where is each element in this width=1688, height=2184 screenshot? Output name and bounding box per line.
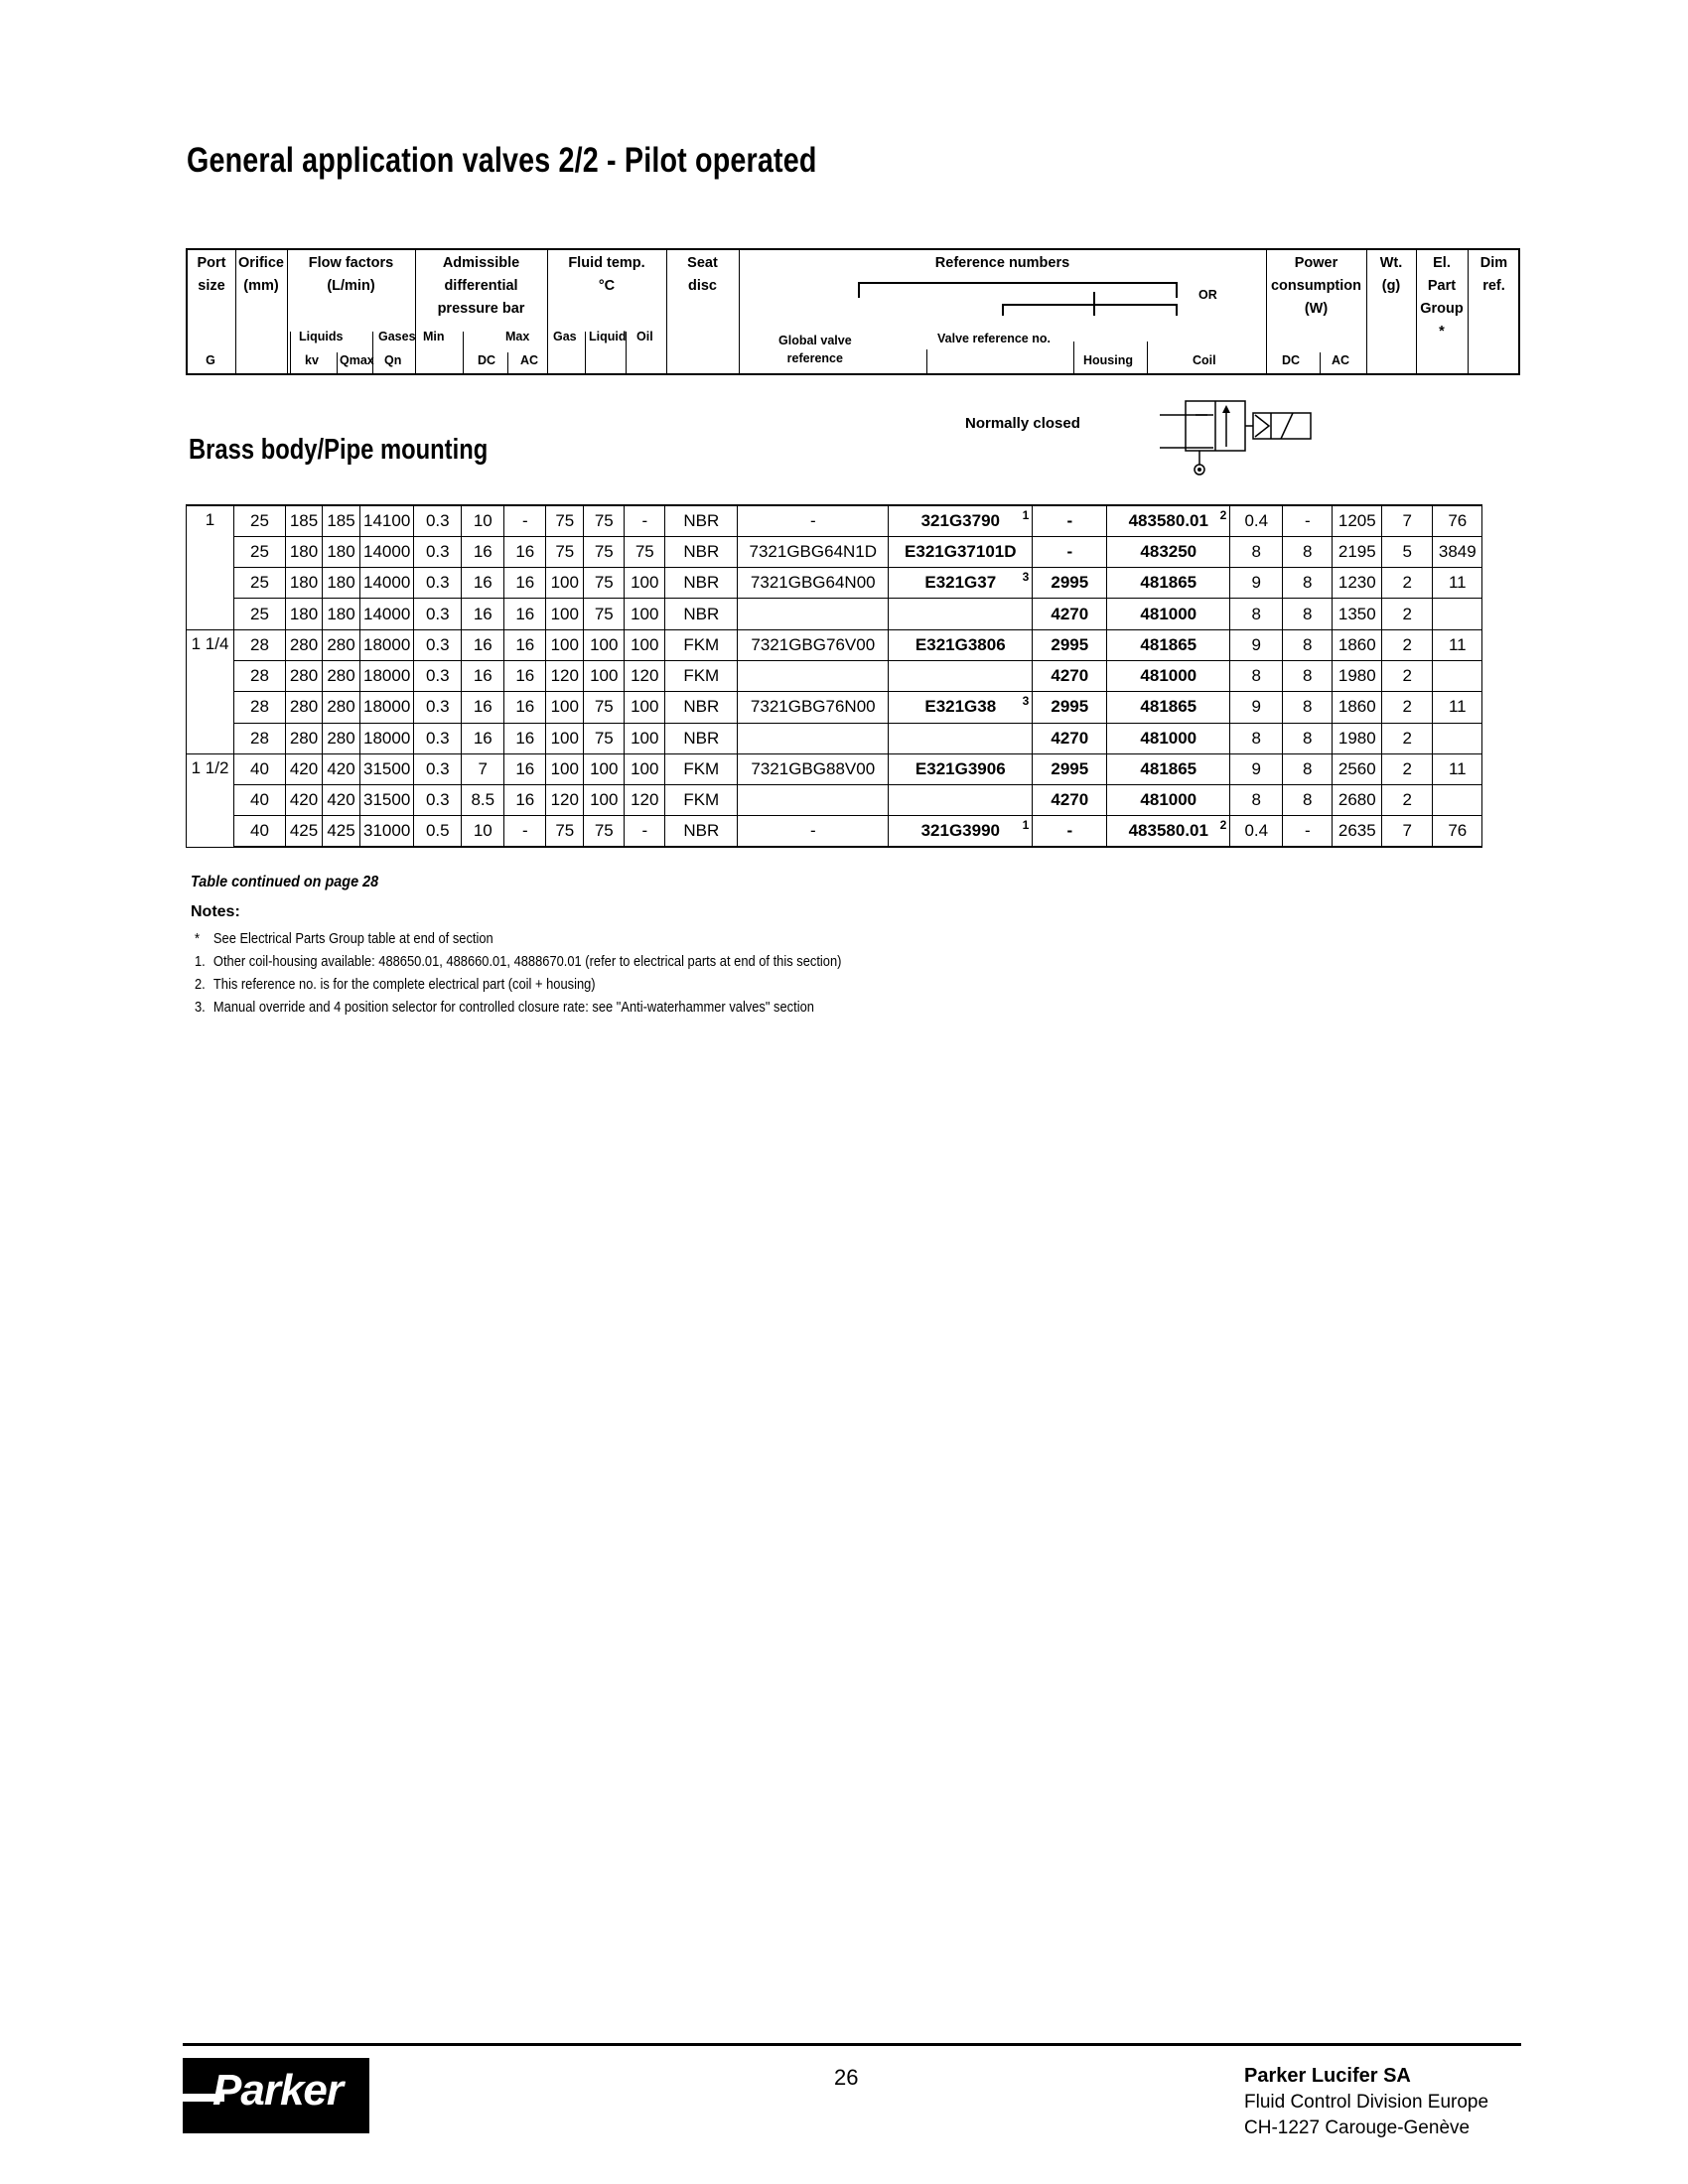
header-seat-disc: Seat disc — [687, 255, 718, 294]
cell-dim: 76 — [1433, 816, 1482, 847]
cell-seat: FKM — [665, 753, 738, 784]
company-division: Fluid Control Division Europe — [1244, 2092, 1489, 2113]
cell-orifice: 25 — [234, 568, 286, 599]
cell-min: 0.3 — [414, 785, 462, 816]
header-oil: Oil — [636, 330, 653, 343]
cell-oil: - — [625, 505, 665, 536]
cell-gas: 120 — [546, 660, 584, 691]
cell-wt: 1860 — [1333, 629, 1382, 660]
cell-seat: NBR — [665, 816, 738, 847]
cell-seat: NBR — [665, 723, 738, 753]
cell-valve: E321G3806 — [889, 629, 1033, 660]
cell-kv: 180 — [286, 568, 323, 599]
cell-liquid: 75 — [584, 599, 625, 629]
cell-valve: 321G3990 1 — [889, 816, 1033, 847]
cell-dc: 16 — [462, 536, 504, 567]
cell-pac: 8 — [1283, 785, 1333, 816]
cell-housing: - — [1033, 536, 1107, 567]
cell-qmax: 420 — [323, 753, 360, 784]
cell-liquid: 75 — [584, 568, 625, 599]
cell-port-size: 1 1/2 — [187, 753, 234, 847]
cell-kv: 280 — [286, 723, 323, 753]
header-gases: Gases — [378, 330, 416, 343]
cell-gas: 100 — [546, 753, 584, 784]
page-number: 26 — [834, 2065, 859, 2090]
section-title: Brass body/Pipe mounting — [189, 434, 489, 466]
cell-dc: 16 — [462, 629, 504, 660]
cell-gas: 100 — [546, 568, 584, 599]
header-g: G — [206, 353, 215, 367]
cell-valve — [889, 785, 1033, 816]
cell-oil: - — [625, 816, 665, 847]
cell-gas: 100 — [546, 599, 584, 629]
table-row — [187, 599, 1482, 629]
cell-valve: 321G3790 1 — [889, 505, 1033, 536]
cell-global: 7321GBG76N00 — [738, 692, 889, 723]
cell-pdc: 9 — [1230, 753, 1283, 784]
cell-housing: - — [1033, 816, 1107, 847]
cell-el: 2 — [1382, 785, 1433, 816]
header-min: Min — [423, 330, 445, 343]
cell-min: 0.3 — [414, 505, 462, 536]
cell-oil: 100 — [625, 753, 665, 784]
cell-pac: 8 — [1283, 660, 1333, 691]
cell-coil: 481865 — [1107, 629, 1230, 660]
cell-kv: 425 — [286, 816, 323, 847]
header-dim-ref: Dim ref. — [1479, 255, 1508, 294]
table-row — [187, 660, 1482, 691]
cell-qmax: 420 — [323, 785, 360, 816]
header-or: OR — [1198, 288, 1217, 302]
cell-pdc: 9 — [1230, 692, 1283, 723]
cell-dc: 10 — [462, 505, 504, 536]
notes-title: Notes: — [191, 903, 240, 920]
header-housing: Housing — [1083, 353, 1133, 367]
cell-qn: 31500 — [360, 753, 414, 784]
cell-orifice: 40 — [234, 785, 286, 816]
cell-liquid: 100 — [584, 629, 625, 660]
cell-global — [738, 785, 889, 816]
cell-kv: 185 — [286, 505, 323, 536]
cell-wt: 2680 — [1333, 785, 1382, 816]
cell-dim: 11 — [1433, 692, 1482, 723]
cell-min: 0.3 — [414, 723, 462, 753]
cell-coil: 481865 — [1107, 753, 1230, 784]
cell-global: 7321GBG64N00 — [738, 568, 889, 599]
header-ac: AC — [520, 353, 539, 367]
cell-valve: E321G38 3 — [889, 692, 1033, 723]
cell-orifice: 28 — [234, 723, 286, 753]
cell-seat: FKM — [665, 660, 738, 691]
footnote-marker: 2 — [1219, 818, 1227, 833]
table-row — [187, 785, 1482, 816]
cell-seat: NBR — [665, 692, 738, 723]
cell-housing: 2995 — [1033, 629, 1107, 660]
table-row — [187, 568, 1482, 599]
header-weight: Wt. (g) — [1379, 255, 1403, 294]
cell-pdc: 8 — [1230, 723, 1283, 753]
header-qmax: Qmax — [340, 353, 374, 367]
cell-el: 2 — [1382, 753, 1433, 784]
cell-valve: E321G37101D — [889, 536, 1033, 567]
cell-oil: 100 — [625, 723, 665, 753]
cell-liquid: 75 — [584, 692, 625, 723]
header-power: Power consumption (W) — [1270, 255, 1362, 317]
table-continued-note: Table continued on page 28 — [191, 874, 379, 890]
cell-oil: 100 — [625, 629, 665, 660]
header-kv: kv — [305, 353, 319, 367]
table-row — [187, 505, 1482, 536]
cell-wt: 1205 — [1333, 505, 1382, 536]
cell-pac: 8 — [1283, 753, 1333, 784]
cell-valve — [889, 660, 1033, 691]
cell-el: 2 — [1382, 723, 1433, 753]
cell-dim: 11 — [1433, 753, 1482, 784]
cell-ac: 16 — [504, 660, 546, 691]
cell-min: 0.3 — [414, 753, 462, 784]
cell-ac: - — [504, 505, 546, 536]
cell-dc: 16 — [462, 692, 504, 723]
cell-valve: E321G3906 — [889, 753, 1033, 784]
note-item: 1. Other coil-housing available: 488650.01, 488660.01, 4888670.01 (refer to electrical parts at end of this section) — [195, 953, 842, 970]
cell-orifice: 28 — [234, 692, 286, 723]
cell-qmax: 180 — [323, 568, 360, 599]
cell-ac: 16 — [504, 568, 546, 599]
cell-gas: 75 — [546, 505, 584, 536]
symbol-label: Normally closed — [965, 415, 1080, 432]
cell-wt: 1980 — [1333, 660, 1382, 691]
data-table — [186, 504, 1482, 848]
cell-dim — [1433, 660, 1482, 691]
cell-orifice: 28 — [234, 629, 286, 660]
header-power-dc: DC — [1282, 353, 1301, 367]
cell-el: 2 — [1382, 692, 1433, 723]
cell-oil: 100 — [625, 599, 665, 629]
cell-qmax: 280 — [323, 723, 360, 753]
footnote-marker: 3 — [1022, 570, 1030, 585]
cell-housing: 2995 — [1033, 568, 1107, 599]
cell-housing: 2995 — [1033, 692, 1107, 723]
cell-wt: 1230 — [1333, 568, 1382, 599]
cell-pac: 8 — [1283, 599, 1333, 629]
cell-qmax: 180 — [323, 599, 360, 629]
cell-wt: 2560 — [1333, 753, 1382, 784]
table-row — [187, 629, 1482, 660]
cell-dc: 8.5 — [462, 785, 504, 816]
cell-el: 2 — [1382, 599, 1433, 629]
cell-pac: 8 — [1283, 629, 1333, 660]
cell-kv: 280 — [286, 692, 323, 723]
cell-min: 0.3 — [414, 568, 462, 599]
cell-kv: 420 — [286, 753, 323, 784]
cell-housing: 2995 — [1033, 753, 1107, 784]
cell-pdc: 0.4 — [1230, 505, 1283, 536]
note-item: 3. Manual override and 4 position selector for controlled closure rate: see "Anti-waterhammer valves" section — [195, 999, 814, 1016]
cell-kv: 280 — [286, 629, 323, 660]
cell-global: - — [738, 816, 889, 847]
table-row — [187, 692, 1482, 723]
cell-qn: 14000 — [360, 599, 414, 629]
cell-housing: 4270 — [1033, 660, 1107, 691]
footer-divider — [183, 2043, 1521, 2046]
header-reference-numbers: Reference numbers — [934, 255, 1070, 271]
cell-global: - — [738, 505, 889, 536]
cell-min: 0.3 — [414, 599, 462, 629]
cell-el: 7 — [1382, 816, 1433, 847]
cell-liquid: 75 — [584, 816, 625, 847]
cell-qn: 14100 — [360, 505, 414, 536]
cell-pac: 8 — [1283, 692, 1333, 723]
cell-pdc: 9 — [1230, 568, 1283, 599]
cell-qmax: 425 — [323, 816, 360, 847]
cell-qmax: 280 — [323, 629, 360, 660]
cell-dc: 16 — [462, 568, 504, 599]
cell-dim — [1433, 599, 1482, 629]
cell-global: 7321GBG88V00 — [738, 753, 889, 784]
header-port-size: Port size — [197, 255, 226, 294]
cell-min: 0.3 — [414, 536, 462, 567]
note-item: 2. This reference no. is for the complete electrical part (coil + housing) — [195, 976, 596, 993]
cell-qn: 18000 — [360, 629, 414, 660]
cell-pac: 8 — [1283, 568, 1333, 599]
cell-dim: 76 — [1433, 505, 1482, 536]
header-qn: Qn — [384, 353, 402, 367]
table-row — [187, 816, 1482, 847]
cell-dc: 16 — [462, 599, 504, 629]
cell-liquid: 75 — [584, 505, 625, 536]
header-orifice: Orifice (mm) — [238, 255, 284, 294]
cell-kv: 420 — [286, 785, 323, 816]
header-valve-ref: Valve reference no. — [937, 332, 1051, 345]
header-flow-factors: Flow factors (L/min) — [308, 255, 394, 294]
footnote-marker: 1 — [1022, 508, 1030, 522]
cell-coil: 483250 — [1107, 536, 1230, 567]
cell-qn: 31500 — [360, 785, 414, 816]
footnote-marker: 2 — [1219, 508, 1227, 522]
cell-gas: 100 — [546, 629, 584, 660]
cell-orifice: 40 — [234, 753, 286, 784]
cell-dc: 16 — [462, 723, 504, 753]
cell-el: 2 — [1382, 568, 1433, 599]
cell-wt: 1350 — [1333, 599, 1382, 629]
cell-oil: 100 — [625, 692, 665, 723]
cell-dc: 7 — [462, 753, 504, 784]
cell-dim — [1433, 723, 1482, 753]
cell-seat: NBR — [665, 568, 738, 599]
cell-seat: NBR — [665, 599, 738, 629]
table-row — [187, 753, 1482, 784]
cell-orifice: 28 — [234, 660, 286, 691]
cell-gas: 120 — [546, 785, 584, 816]
table-row — [187, 723, 1482, 753]
cell-kv: 180 — [286, 599, 323, 629]
cell-orifice: 40 — [234, 816, 286, 847]
header-coil: Coil — [1193, 353, 1216, 367]
note-item: * See Electrical Parts Group table at end of section — [195, 930, 493, 947]
header-max: Max — [505, 330, 530, 343]
cell-global: 7321GBG76V00 — [738, 629, 889, 660]
cell-global: 7321GBG64N1D — [738, 536, 889, 567]
cell-liquid: 100 — [584, 753, 625, 784]
cell-oil: 120 — [625, 785, 665, 816]
cell-liquid: 75 — [584, 723, 625, 753]
cell-pac: 8 — [1283, 536, 1333, 567]
cell-valve — [889, 599, 1033, 629]
cell-min: 0.3 — [414, 660, 462, 691]
cell-gas: 75 — [546, 536, 584, 567]
cell-orifice: 25 — [234, 599, 286, 629]
cell-orifice: 25 — [234, 536, 286, 567]
cell-port-size: 1 — [187, 505, 234, 629]
cell-pac: - — [1283, 816, 1333, 847]
cell-seat: FKM — [665, 785, 738, 816]
cell-dc: 10 — [462, 816, 504, 847]
cell-housing: 4270 — [1033, 785, 1107, 816]
cell-el: 7 — [1382, 505, 1433, 536]
cell-ac: 16 — [504, 753, 546, 784]
cell-pdc: 8 — [1230, 660, 1283, 691]
cell-pac: - — [1283, 505, 1333, 536]
header-pressure: Admissible differential pressure bar — [437, 255, 525, 317]
cell-kv: 280 — [286, 660, 323, 691]
cell-pdc: 8 — [1230, 785, 1283, 816]
cell-qmax: 180 — [323, 536, 360, 567]
cell-ac: - — [504, 816, 546, 847]
cell-ac: 16 — [504, 692, 546, 723]
cell-wt: 2195 — [1333, 536, 1382, 567]
cell-liquid: 75 — [584, 536, 625, 567]
cell-dim: 3849 — [1433, 536, 1482, 567]
cell-ac: 16 — [504, 536, 546, 567]
page-title: General application valves 2/2 - Pilot operated — [187, 141, 817, 180]
valve-symbol-icon — [1152, 393, 1321, 482]
cell-qn: 14000 — [360, 568, 414, 599]
cell-liquid: 100 — [584, 785, 625, 816]
header-liquids: Liquids — [299, 330, 344, 343]
cell-coil: 481000 — [1107, 660, 1230, 691]
cell-gas: 75 — [546, 816, 584, 847]
cell-pdc: 9 — [1230, 629, 1283, 660]
header-el-part-group: El. Part Group * — [1420, 255, 1464, 340]
cell-oil: 120 — [625, 660, 665, 691]
cell-el: 5 — [1382, 536, 1433, 567]
cell-pdc: 0.4 — [1230, 816, 1283, 847]
cell-pdc: 8 — [1230, 599, 1283, 629]
cell-pdc: 8 — [1230, 536, 1283, 567]
cell-wt: 1980 — [1333, 723, 1382, 753]
cell-kv: 180 — [286, 536, 323, 567]
cell-coil: 483580.01 2 — [1107, 505, 1230, 536]
cell-qn: 18000 — [360, 660, 414, 691]
cell-seat: FKM — [665, 629, 738, 660]
cell-coil: 481000 — [1107, 723, 1230, 753]
cell-ac: 16 — [504, 723, 546, 753]
cell-el: 2 — [1382, 629, 1433, 660]
footnote-marker: 3 — [1022, 694, 1030, 709]
cell-global — [738, 660, 889, 691]
cell-qn: 18000 — [360, 692, 414, 723]
table-row — [187, 536, 1482, 567]
cell-min: 0.3 — [414, 629, 462, 660]
cell-coil: 483580.01 2 — [1107, 816, 1230, 847]
header-dc: DC — [478, 353, 496, 367]
cell-wt: 1860 — [1333, 692, 1382, 723]
cell-oil: 100 — [625, 568, 665, 599]
cell-ac: 16 — [504, 785, 546, 816]
cell-dim: 11 — [1433, 629, 1482, 660]
cell-min: 0.3 — [414, 692, 462, 723]
cell-ac: 16 — [504, 599, 546, 629]
cell-dc: 16 — [462, 660, 504, 691]
cell-housing: 4270 — [1033, 599, 1107, 629]
cell-ac: 16 — [504, 629, 546, 660]
footnote-marker: 1 — [1022, 818, 1030, 833]
header-power-ac: AC — [1332, 353, 1350, 367]
cell-coil: 481865 — [1107, 692, 1230, 723]
cell-housing: 4270 — [1033, 723, 1107, 753]
cell-seat: NBR — [665, 505, 738, 536]
parker-logo: Parker — [183, 2058, 369, 2133]
cell-qn: 31000 — [360, 816, 414, 847]
cell-valve — [889, 723, 1033, 753]
cell-qn: 18000 — [360, 723, 414, 753]
cell-port-size: 1 1/4 — [187, 629, 234, 753]
table-header — [186, 248, 1520, 375]
cell-oil: 75 — [625, 536, 665, 567]
cell-coil: 481865 — [1107, 568, 1230, 599]
cell-qmax: 280 — [323, 692, 360, 723]
company-address: CH-1227 Carouge-Genève — [1244, 2117, 1471, 2138]
header-fluid-temp: Fluid temp. °C — [568, 255, 645, 294]
cell-dim: 11 — [1433, 568, 1482, 599]
cell-qn: 14000 — [360, 536, 414, 567]
cell-coil: 481000 — [1107, 599, 1230, 629]
cell-seat: NBR — [665, 536, 738, 567]
cell-pac: 8 — [1283, 723, 1333, 753]
cell-coil: 481000 — [1107, 785, 1230, 816]
cell-liquid: 100 — [584, 660, 625, 691]
cell-qmax: 185 — [323, 505, 360, 536]
cell-el: 2 — [1382, 660, 1433, 691]
header-global-valve: Global valve reference — [778, 334, 852, 365]
cell-min: 0.5 — [414, 816, 462, 847]
cell-wt: 2635 — [1333, 816, 1382, 847]
cell-qmax: 280 — [323, 660, 360, 691]
cell-valve: E321G37 3 — [889, 568, 1033, 599]
cell-housing: - — [1033, 505, 1107, 536]
cell-gas: 100 — [546, 723, 584, 753]
cell-global — [738, 599, 889, 629]
cell-global — [738, 723, 889, 753]
cell-gas: 100 — [546, 692, 584, 723]
cell-dim — [1433, 785, 1482, 816]
header-liquid: Liquid — [589, 330, 627, 343]
header-gas: Gas — [553, 330, 577, 343]
cell-orifice: 25 — [234, 505, 286, 536]
company-name: Parker Lucifer SA — [1244, 2065, 1411, 2087]
